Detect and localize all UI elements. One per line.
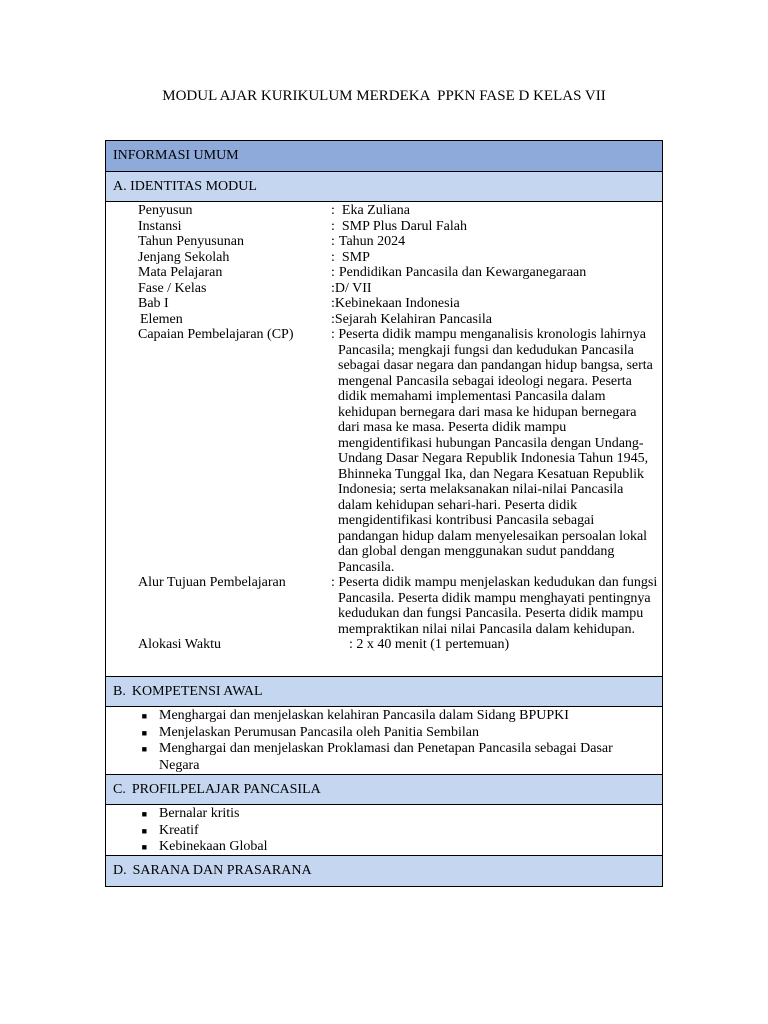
list-item-text: Menghargai dan menjelaskan Proklamasi dan Penetapan Pancasila sebagai Dasar Negara (159, 741, 613, 773)
field-label: Capaian Pembelajaran (CP) (138, 327, 294, 342)
bullet-icon: ■ (141, 842, 147, 852)
section-number: D. (113, 863, 127, 878)
section-header-sarana-prasarana (106, 856, 662, 886)
section-header-identitas-modul (106, 172, 662, 202)
field-value: : Tahun 2024 (331, 234, 406, 249)
profil-pelajar-list (106, 805, 662, 856)
list-item (106, 725, 662, 742)
field-value: : Eka Zuliana (331, 203, 410, 218)
row-penyusun (106, 203, 662, 219)
list-item (106, 741, 662, 774)
row-capaian-pembelajaran (106, 327, 662, 575)
module-info-table (105, 140, 663, 887)
section-title: INFORMASI UMUM (113, 148, 239, 163)
section-number: C. (113, 781, 126, 797)
list-item (106, 806, 662, 823)
bullet-icon: ■ (141, 825, 147, 836)
list-item-text: Kreatif (159, 822, 199, 838)
field-value: : Peserta didik mampu menjelaskan kedudukan dan fungsi Pancasila. Peserta didik mampu menghayati pentingnya kedudukan dan fungsi Pancasila. Peserta didik mampu mempraktikan nilai nilai Pancasila dalam kehidupan. (331, 575, 658, 637)
list-item-text: Bernalar kritis (159, 806, 240, 821)
row-alur-tujuan-pembelajaran (106, 575, 662, 637)
bullet-icon: ■ (141, 744, 147, 754)
field-value: : 2 x 40 menit (1 pertemuan) (349, 637, 510, 652)
identitas-modul-body (106, 202, 662, 677)
page-title: MODUL AJAR KURIKULUM MERDEKA PPKN FASE D KELAS VII (162, 88, 606, 104)
row-instansi (106, 219, 662, 235)
row-bab (106, 296, 662, 312)
field-label: Tahun Penyusunan (138, 234, 244, 249)
field-label: Jenjang Sekolah (138, 249, 230, 265)
bullet-icon: ■ (141, 711, 147, 721)
field-value: :D/ VII (331, 280, 372, 296)
field-label: Fase / Kelas (138, 280, 207, 296)
field-label: Penyusun (138, 203, 193, 218)
list-item-text: Menghargai dan menjelaskan kelahiran Pancasila dalam Sidang BPUPKI (159, 708, 569, 723)
field-value: : SMP (331, 249, 370, 265)
field-label: Mata Pelajaran (138, 265, 223, 280)
field-value: : Peserta didik mampu menganalisis kronologis lahirnya Pancasila; mengkaji fungsi dan kedudukan Pancasila sebagai dasar negara dan pandangan hidup bangsa, serta mengenal Pancasila sebagai ideologi negara. Peserta didik memahami implementasi Pancasila dalam kehidupan bernegara dari masa ke hidupan bernegara dari masa ke masa. Peserta didik mampu mengidentifikasi hubungan Pancasila dengan Undang-Undang Dasar Negara Republik Indonesia Tahun 1945, Bhinneka Tunggal Ika, dan Negara Kesatuan Republik Indonesia; serta melaksanakan nilai-nilai Pancasila dalam kehidupan sehari-hari. Peserta didik mengidentifikasi kontribusi Pancasila sebagai pandangan hidup dalam menyelesaikan persoalan lokal dan global dengan menggunakan sudut panddang Pancasila. (331, 327, 653, 575)
bullet-icon: ■ (141, 727, 147, 738)
list-item (106, 708, 662, 725)
row-elemen (106, 312, 662, 328)
section-title: PROFILPELAJAR PANCASILA (131, 781, 321, 797)
field-label: Elemen (140, 311, 183, 327)
section-header-kompetensi-awal (106, 677, 662, 707)
row-fase-kelas (106, 281, 662, 297)
list-item (106, 839, 662, 856)
field-label: Alur Tujuan Pembelajaran (138, 575, 286, 590)
bullet-icon: ■ (141, 809, 147, 819)
list-item (106, 823, 662, 840)
section-title: A. IDENTITAS MODUL (113, 178, 257, 194)
section-header-profil-pelajar-pancasila (106, 775, 662, 805)
field-value: :Sejarah Kelahiran Pancasila (331, 311, 492, 327)
section-number: B. (113, 683, 126, 699)
list-item-text: Kebinekaan Global (159, 839, 268, 854)
section-title: SARANA DAN PRASARANA (132, 863, 312, 878)
row-mata-pelajaran (106, 265, 662, 281)
field-label: Alokasi Waktu (138, 637, 221, 652)
kompetensi-awal-list (106, 707, 662, 775)
list-item-text: Menjelaskan Perumusan Pancasila oleh Panitia Sembilan (159, 724, 479, 740)
field-value: : Pendidikan Pancasila dan Kewarganegaraan (331, 265, 587, 280)
section-title: KOMPETENSI AWAL (131, 683, 263, 699)
section-header-informasi-umum (106, 141, 662, 172)
row-alokasi-waktu (106, 637, 662, 653)
row-tahun-penyusunan (106, 234, 662, 250)
field-label: Instansi (138, 218, 182, 234)
row-jenjang-sekolah (106, 250, 662, 266)
field-label: Bab I (138, 296, 169, 311)
field-value: : SMP Plus Darul Falah (331, 218, 467, 234)
field-value: :Kebinekaan Indonesia (331, 296, 460, 311)
